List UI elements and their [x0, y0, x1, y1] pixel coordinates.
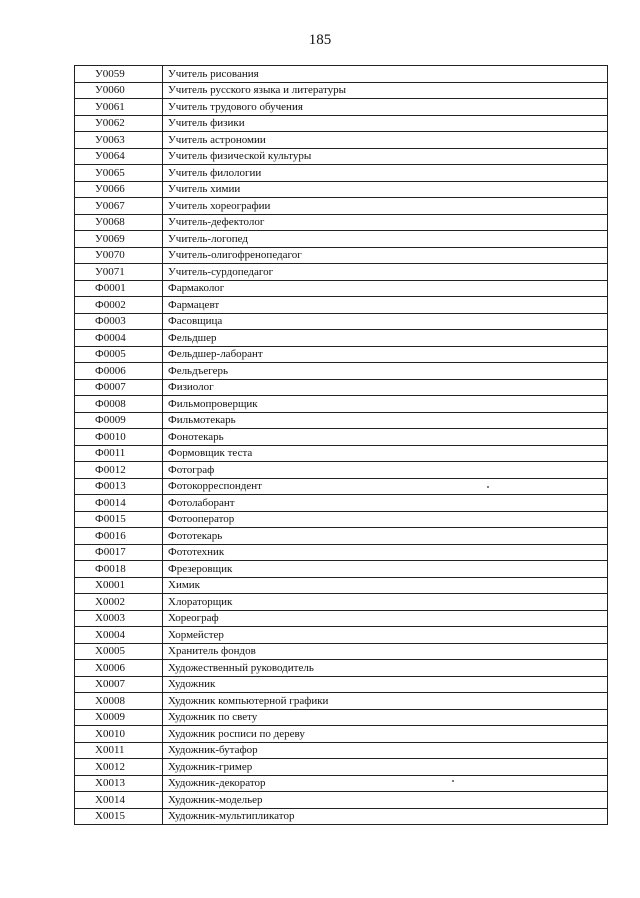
- profession-name-cell: Учитель-дефектолог: [163, 214, 608, 231]
- table-row: [75, 66, 608, 83]
- code-cell: У0063: [75, 132, 163, 149]
- profession-name-cell: Хранитель фондов: [163, 643, 608, 660]
- profession-name-cell: Фельдъегерь: [163, 363, 608, 380]
- table-row: [75, 313, 608, 330]
- code-cell: Ф0001: [75, 280, 163, 297]
- code-cell: Ф0002: [75, 297, 163, 314]
- profession-name-cell: Художник росписи по дереву: [163, 726, 608, 743]
- table-row: [75, 330, 608, 347]
- table-row: [75, 181, 608, 198]
- table-row: [75, 363, 608, 380]
- code-cell: Ф0007: [75, 379, 163, 396]
- table-row: [75, 511, 608, 528]
- code-cell: Х0012: [75, 759, 163, 776]
- table-row: [75, 726, 608, 743]
- profession-name-cell: Фармацевт: [163, 297, 608, 314]
- scan-speck: [487, 486, 489, 488]
- table-row: [75, 775, 608, 792]
- code-cell: Ф0006: [75, 363, 163, 380]
- table-row: [75, 379, 608, 396]
- code-cell: Х0006: [75, 660, 163, 677]
- code-cell: У0061: [75, 99, 163, 116]
- code-cell: Х0013: [75, 775, 163, 792]
- table-row: [75, 610, 608, 627]
- code-cell: Ф0016: [75, 528, 163, 545]
- table-row: [75, 198, 608, 215]
- profession-name-cell: Фасовщица: [163, 313, 608, 330]
- code-cell: Ф0014: [75, 495, 163, 512]
- table-row: [75, 594, 608, 611]
- code-cell: Х0004: [75, 627, 163, 644]
- code-cell: Х0009: [75, 709, 163, 726]
- table-row: [75, 429, 608, 446]
- table-row: [75, 577, 608, 594]
- profession-name-cell: Учитель-логопед: [163, 231, 608, 248]
- profession-name-cell: Художник компьютерной графики: [163, 693, 608, 710]
- profession-name-cell: Фотокорреспондент: [163, 478, 608, 495]
- table-row: [75, 346, 608, 363]
- profession-name-cell: Физиолог: [163, 379, 608, 396]
- profession-name-cell: Химик: [163, 577, 608, 594]
- profession-name-cell: Фрезеровщик: [163, 561, 608, 578]
- code-cell: У0067: [75, 198, 163, 215]
- code-cell: Х0001: [75, 577, 163, 594]
- table-row: [75, 561, 608, 578]
- profession-name-cell: Фармаколог: [163, 280, 608, 297]
- profession-name-cell: Фильмотекарь: [163, 412, 608, 429]
- code-cell: Х0014: [75, 792, 163, 809]
- table-row: [75, 528, 608, 545]
- table-row: [75, 82, 608, 99]
- table-body: [75, 66, 608, 825]
- profession-name-cell: Художник-мультипликатор: [163, 808, 608, 825]
- code-cell: Ф0013: [75, 478, 163, 495]
- profession-name-cell: Учитель-сурдопедагог: [163, 264, 608, 281]
- code-cell: Х0015: [75, 808, 163, 825]
- code-cell: Ф0015: [75, 511, 163, 528]
- table-row: [75, 214, 608, 231]
- table-row: [75, 264, 608, 281]
- profession-name-cell: Учитель филологии: [163, 165, 608, 182]
- code-cell: Ф0009: [75, 412, 163, 429]
- code-cell: Ф0008: [75, 396, 163, 413]
- table-row: [75, 643, 608, 660]
- profession-name-cell: Фототехник: [163, 544, 608, 561]
- table-row: [75, 742, 608, 759]
- code-cell: Ф0005: [75, 346, 163, 363]
- profession-name-cell: Учитель-олигофренопедагог: [163, 247, 608, 264]
- profession-codes-table: [74, 65, 608, 825]
- table-row: [75, 396, 608, 413]
- table-row: [75, 115, 608, 132]
- profession-name-cell: Учитель химии: [163, 181, 608, 198]
- table-row: [75, 412, 608, 429]
- profession-name-cell: Фотограф: [163, 462, 608, 479]
- profession-name-cell: Учитель хореографии: [163, 198, 608, 215]
- profession-name-cell: Учитель русского языка и литературы: [163, 82, 608, 99]
- profession-name-cell: Художник-декоратор: [163, 775, 608, 792]
- scan-speck: [452, 780, 454, 782]
- table-row: [75, 544, 608, 561]
- code-cell: Х0010: [75, 726, 163, 743]
- code-cell: Х0008: [75, 693, 163, 710]
- table-row: [75, 478, 608, 495]
- code-cell: Ф0010: [75, 429, 163, 446]
- table-row: [75, 808, 608, 825]
- table-row: [75, 495, 608, 512]
- table-row: [75, 445, 608, 462]
- code-cell: У0059: [75, 66, 163, 83]
- table-row: [75, 693, 608, 710]
- table-row: [75, 660, 608, 677]
- code-cell: Х0005: [75, 643, 163, 660]
- table-row: [75, 297, 608, 314]
- table-row: [75, 247, 608, 264]
- code-cell: У0071: [75, 264, 163, 281]
- code-cell: У0066: [75, 181, 163, 198]
- profession-name-cell: Формовщик теста: [163, 445, 608, 462]
- profession-name-cell: Фототекарь: [163, 528, 608, 545]
- table-row: [75, 148, 608, 165]
- table-row: [75, 231, 608, 248]
- code-cell: У0064: [75, 148, 163, 165]
- profession-name-cell: Хореограф: [163, 610, 608, 627]
- code-cell: Ф0012: [75, 462, 163, 479]
- table-row: [75, 99, 608, 116]
- table-row: [75, 132, 608, 149]
- table-row: [75, 792, 608, 809]
- profession-name-cell: Художник-бутафор: [163, 742, 608, 759]
- table-row: [75, 709, 608, 726]
- table-row: [75, 165, 608, 182]
- profession-name-cell: Художник-гример: [163, 759, 608, 776]
- profession-name-cell: Художник-модельер: [163, 792, 608, 809]
- page-number: 185: [308, 32, 332, 48]
- table-row: [75, 462, 608, 479]
- code-cell: У0062: [75, 115, 163, 132]
- code-cell: Х0002: [75, 594, 163, 611]
- code-cell: У0065: [75, 165, 163, 182]
- code-cell: Х0003: [75, 610, 163, 627]
- profession-name-cell: Учитель астрономии: [163, 132, 608, 149]
- table-row: [75, 627, 608, 644]
- profession-name-cell: Фельдшер-лаборант: [163, 346, 608, 363]
- profession-name-cell: Учитель рисования: [163, 66, 608, 83]
- code-cell: Ф0003: [75, 313, 163, 330]
- table-row: [75, 280, 608, 297]
- code-cell: Ф0011: [75, 445, 163, 462]
- profession-name-cell: Учитель физической культуры: [163, 148, 608, 165]
- profession-name-cell: Фильмопроверщик: [163, 396, 608, 413]
- code-cell: У0070: [75, 247, 163, 264]
- profession-name-cell: Хормейстер: [163, 627, 608, 644]
- profession-name-cell: Фельдшер: [163, 330, 608, 347]
- profession-name-cell: Художественный руководитель: [163, 660, 608, 677]
- profession-name-cell: Учитель трудового обучения: [163, 99, 608, 116]
- code-cell: Ф0017: [75, 544, 163, 561]
- profession-name-cell: Фотолаборант: [163, 495, 608, 512]
- table-row: [75, 676, 608, 693]
- profession-name-cell: Фотооператор: [163, 511, 608, 528]
- code-cell: Х0007: [75, 676, 163, 693]
- code-cell: У0060: [75, 82, 163, 99]
- profession-name-cell: Фонотекарь: [163, 429, 608, 446]
- profession-name-cell: Художник по свету: [163, 709, 608, 726]
- code-cell: Х0011: [75, 742, 163, 759]
- table-row: [75, 759, 608, 776]
- profession-name-cell: Учитель физики: [163, 115, 608, 132]
- profession-name-cell: Художник: [163, 676, 608, 693]
- profession-name-cell: Хлораторщик: [163, 594, 608, 611]
- code-cell: Ф0004: [75, 330, 163, 347]
- code-cell: У0069: [75, 231, 163, 248]
- code-cell: У0068: [75, 214, 163, 231]
- code-cell: Ф0018: [75, 561, 163, 578]
